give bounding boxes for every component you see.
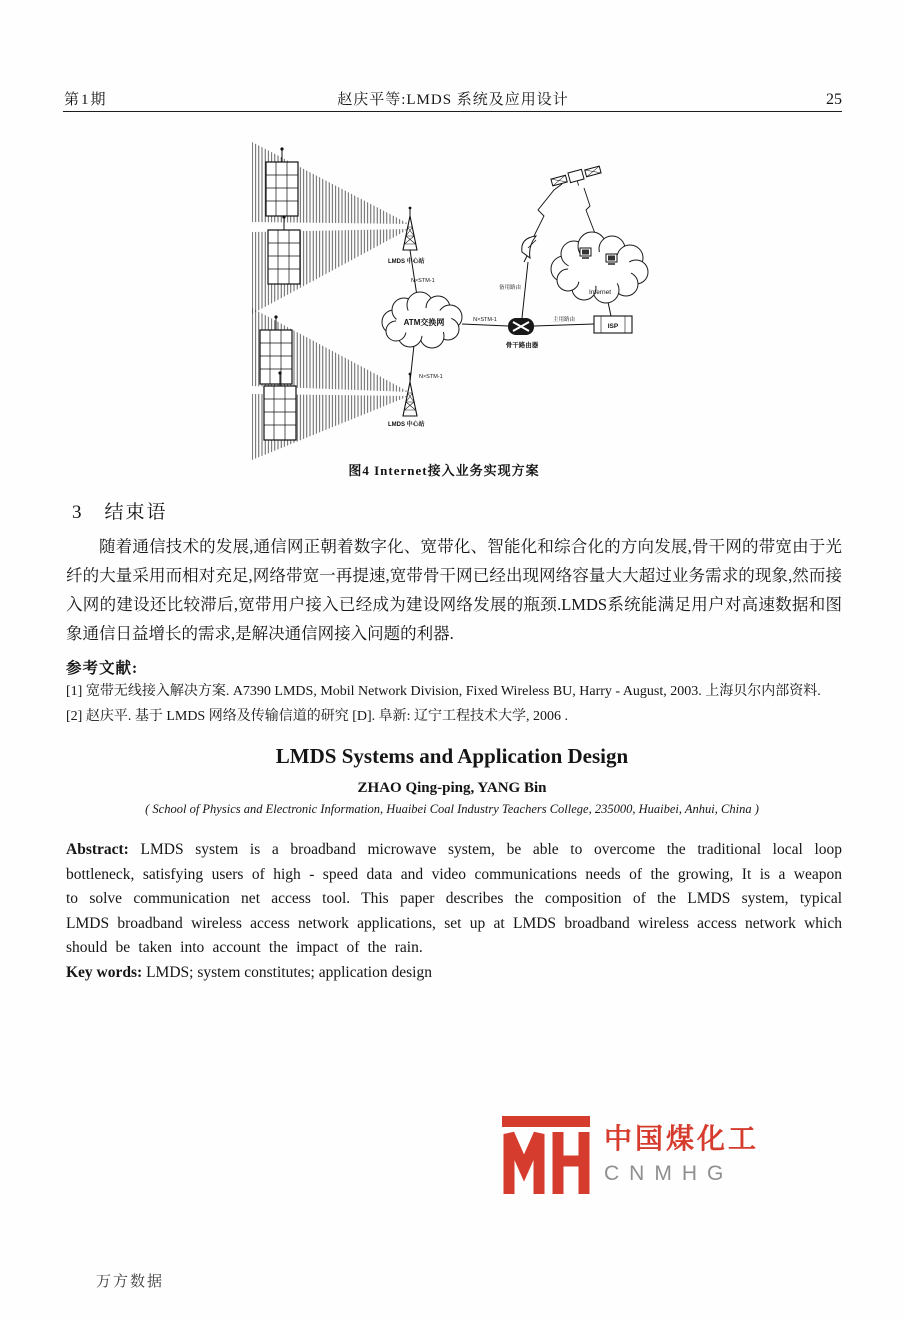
- isp-label: ISP: [607, 323, 619, 330]
- cnmhg-logo-mark: [502, 1116, 590, 1196]
- building-icon: [268, 215, 300, 284]
- english-title: LMDS Systems and Application Design: [275, 744, 629, 768]
- wanfang-watermark: 万方数据: [96, 1274, 165, 1290]
- network-diagram: [238, 132, 650, 462]
- reference-item: [2] 赵庆平. 基于 LMDS 网络及传输信道的研究 [D]. 阜新: 辽宁工程技术大学, 2006 .: [66, 709, 569, 724]
- computer-icon: [580, 248, 591, 258]
- affiliation-line: ( School of Physics and Electronic Information, Huaibei Coal Industry Teachers College, 235000, Huaibei, Anhui, China ): [145, 802, 759, 816]
- page-number: 25: [826, 91, 842, 108]
- internet-label: Internet: [588, 289, 612, 296]
- n-stm1-top-label: N×STM-1: [411, 278, 435, 284]
- keywords-line: [66, 964, 842, 982]
- abstract-label: Abstract:: [66, 841, 129, 858]
- reference-item: [1] 宽带无线接入解决方案. A7390 LMDS, Mobil Network Division, Fixed Wireless BU, Harry - August, 2003. 上海贝尔内部资料.: [66, 684, 821, 699]
- router-icon: [508, 318, 534, 335]
- section-heading: 3 结束语: [72, 502, 168, 523]
- abstract-paragraph: [66, 838, 842, 961]
- conclusion-paragraph: 随着通信技术的发展,通信网正朝着数字化、宽带化、智能化和综合化的方向发展,骨干网的带宽由于光纤的大量采用而相对充足,网络带宽一再提速,宽带骨干网已经出现网络容量大大超过业务需求的现象,然而接入网的建设还比较滞后,宽带用户接入已经成为建设网络发展的瓶颈.LMDS系统能满足用户对高速数据和图象通信日益增长的需求,是解决通信网接入问题的利器.: [66, 537, 842, 643]
- main-route-label: 主用路由: [552, 317, 576, 323]
- keywords-text: LMDS; system constitutes; application design: [146, 964, 432, 981]
- computer-icon: [606, 254, 617, 264]
- lmds-top-label: LMDS 中心站: [388, 259, 425, 265]
- page-header: [64, 88, 842, 109]
- tower-icon: [403, 207, 417, 250]
- tower-icon: [403, 373, 417, 416]
- figure-caption: 图4 Internet接入业务实现方案: [348, 463, 540, 478]
- journal-issue: 第1期: [64, 92, 108, 108]
- cnmhg-logo-text: [604, 1116, 759, 1186]
- atm-cloud-label: ATM交换网: [403, 318, 445, 327]
- cnmhg-logo: [502, 1116, 759, 1196]
- backup-route-label: 备用路由: [498, 285, 522, 291]
- logo-chinese-name: 中国煤化工: [604, 1123, 760, 1154]
- keywords-label: Key words:: [66, 964, 143, 981]
- authors-line: ZHAO Qing-ping, YANG Bin: [357, 780, 547, 796]
- running-title: 赵庆平等:LMDS 系统及应用设计: [337, 92, 569, 108]
- n-stm1-bottom-label: N×STM-1: [419, 374, 443, 380]
- abstract-text: LMDS system is a broadband microwave system, be able to overcome the traditional local loop bottleneck, satisfying users of high - speed data and video communications needs of the growing, It is a weapon to solve communication net access tool. This paper describes the composition of the LMDS system, typical LMDS broadband wireless access network applications, set up at LMDS broadband wireless access network which should be taken into account the impact of the rain.: [66, 841, 843, 956]
- references-heading: 参考文献:: [66, 660, 139, 677]
- satellite-dish-icon: [522, 236, 536, 262]
- header-rule: [63, 111, 842, 112]
- lmds-bottom-label: LMDS 中心站: [388, 422, 425, 428]
- logo-latin-name: CNMHG: [604, 1161, 734, 1185]
- backbone-router-label: 骨干路由器: [505, 342, 539, 349]
- n-stm1-mid-label: N×STM-1: [473, 317, 497, 323]
- references-list: [66, 680, 842, 730]
- satellite-icon: [551, 165, 603, 192]
